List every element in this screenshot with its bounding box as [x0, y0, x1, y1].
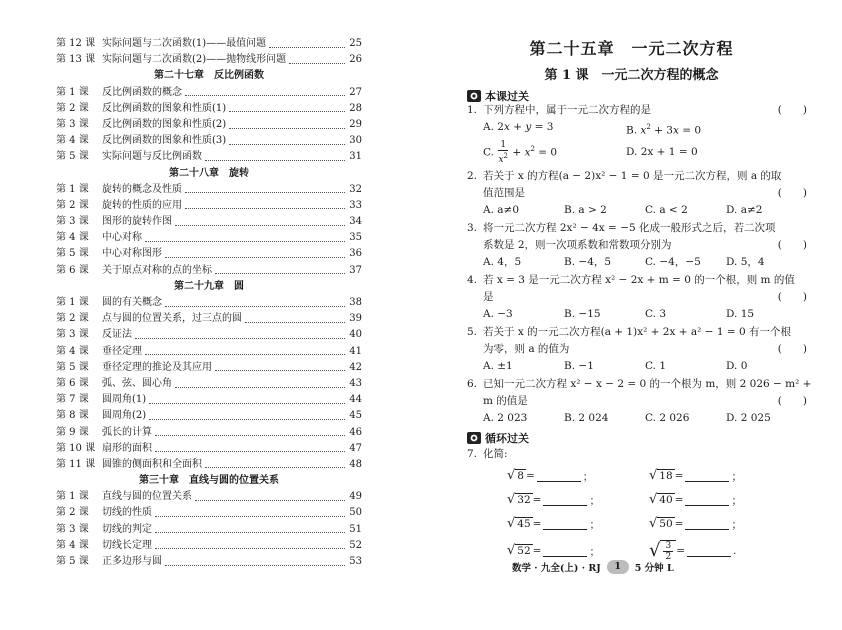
- toc-chapter-heading: 第二十八章 旋转: [169, 167, 249, 179]
- options-row: [467, 140, 807, 166]
- answer-bracket: ( ): [777, 395, 807, 407]
- toc-page-number: 27: [349, 86, 362, 98]
- table-of-contents: [56, 36, 362, 570]
- option-d: D. a≠2: [726, 204, 763, 216]
- toc-entry[interactable]: [56, 133, 362, 149]
- simplify-item: √ 50 = ；: [649, 516, 742, 531]
- toc-lesson-title: 切线的性质: [102, 507, 152, 519]
- toc-lesson-title: 中心对称图形: [102, 248, 162, 260]
- toc-lesson-number: 第 3 课: [56, 329, 89, 341]
- option-d: D. 5，4: [726, 256, 765, 268]
- toc-entry[interactable]: [56, 230, 362, 246]
- toc-leader-dots: [155, 532, 345, 533]
- toc-lesson-title: 实际问题与二次函数(1)——最值问题: [102, 38, 267, 49]
- toc-lesson-title: 图形的旋转作图: [102, 216, 172, 228]
- answer-bracket: ( ): [777, 343, 807, 355]
- toc-page-number: 35: [349, 232, 362, 244]
- question-text: 若 x = 3 是一元二次方程 x² − 2x + m = 0 的一个根，则 m 的值: [483, 274, 795, 286]
- toc-leader-dots: [175, 225, 345, 226]
- toc-lesson-title: 圆锥的侧面积和全面积: [102, 458, 202, 470]
- toc-lesson-title: 反证法: [102, 329, 132, 341]
- footer-time-label: 5 分钟 L: [634, 563, 674, 574]
- toc-leader-dots: [185, 208, 345, 209]
- toc-lesson-title: 反比例函数的概念: [102, 86, 182, 98]
- options-row: [467, 306, 807, 323]
- toc-lesson-number: 第 6 课: [56, 377, 89, 389]
- toc-entry[interactable]: [56, 360, 362, 376]
- toc-lesson-number: 第 5 课: [56, 151, 89, 163]
- toc-lesson-number: 第 3 课: [56, 118, 89, 130]
- toc-entry[interactable]: [56, 182, 362, 198]
- lesson-title: 第 1 课 一元二次方程的概念: [544, 68, 719, 83]
- answer-bracket: ( ): [777, 187, 807, 199]
- option-c: C. 3: [645, 308, 667, 320]
- toc-page-number: 52: [349, 539, 362, 551]
- toc-page-number: 38: [349, 297, 362, 308]
- toc-page-number: 42: [349, 361, 362, 373]
- option-a: A. −3: [483, 308, 513, 320]
- toc-entry[interactable]: [56, 117, 362, 133]
- toc-leader-dots: [229, 128, 345, 129]
- option-b: B. 2 024: [564, 412, 609, 424]
- toc-lesson-title: 关于原点对称的点的坐标: [102, 264, 212, 276]
- toc-page-number: 30: [349, 135, 362, 147]
- fraction: $\frac{1}{x^2}$: [498, 140, 508, 165]
- toc-lesson-title: 圆周角(1): [102, 394, 147, 406]
- toc-page-number: 51: [349, 523, 362, 535]
- toc-lesson-title: 反比例函数的图象和性质(3): [102, 135, 227, 147]
- option-d: D. 2x + 1 = 0: [626, 146, 698, 158]
- toc-lesson-title: 弧、弦、圆心角: [102, 377, 172, 389]
- options-row: [467, 202, 807, 219]
- toc-lesson-title: 垂径定理的推论及其应用: [102, 361, 212, 373]
- question-3: 3. 将一元二次方程 2x² − 4x = −5 化成一般形式之后，若二次项 系数是 2，则一次项系数和常数项分别为 ( ) A. 4，5 B. −4，5 C. −4，−5 D. 5，4: [467, 220, 807, 271]
- question-2: 2. 若关于 x 的方程(a − 2)x² − 1 = 0 是一元二次方程，则 a 的取 值范围是 ( ) A. a≠0 B. a > 2 C. a < 2 D. a≠2: [467, 168, 807, 219]
- toc-entry[interactable]: [56, 295, 362, 311]
- toc-lesson-title: 实际问题与反比例函数: [102, 151, 202, 163]
- toc-lesson-title: 旋转的概念及性质: [102, 183, 182, 195]
- toc-entry[interactable]: [56, 311, 362, 327]
- answer-bracket: ( ): [777, 239, 807, 251]
- simplify-item: √ 8 = ；: [507, 468, 594, 483]
- toc-leader-dots: [289, 63, 345, 64]
- toc-page-number: 31: [349, 151, 362, 163]
- toc-lesson-number: 第 1 课: [56, 86, 89, 98]
- toc-entry[interactable]: [56, 85, 362, 101]
- toc-lesson-title: 圆的有关概念: [102, 297, 162, 308]
- toc-page-number: 47: [349, 442, 362, 454]
- simplify-item: √ 32 = ；: [507, 492, 600, 507]
- options-row: [467, 254, 807, 271]
- toc-leader-dots: [195, 500, 345, 501]
- toc-lesson-title: 反比例函数的图象和性质(2): [102, 118, 227, 130]
- toc-chapter-heading: 第二十九章 圆: [174, 280, 244, 292]
- toc-lesson-title: 正多边形与圆: [102, 556, 162, 567]
- option-b: B. a > 2: [564, 204, 607, 216]
- toc-lesson-number: 第 4 课: [56, 345, 89, 357]
- section-label: 本课过关: [485, 90, 529, 103]
- toc-entry[interactable]: [56, 392, 362, 408]
- toc-leader-dots: [215, 370, 345, 371]
- question-text: 若关于 x 的方程(a − 2)x² − 1 = 0 是一元二次方程，则 a 的取: [483, 170, 782, 182]
- toc-leader-dots: [175, 387, 345, 388]
- option-c: C. a < 2: [645, 204, 688, 216]
- toc-lesson-number: 第 1 课: [56, 183, 89, 195]
- toc-entry[interactable]: [56, 214, 362, 230]
- footer-book-label: 数学 · 九全(上) · RJ: [512, 563, 601, 574]
- option-a: A. 2 023: [483, 412, 528, 424]
- toc-page-number: 28: [349, 102, 362, 114]
- toc-page-number: 32: [349, 183, 362, 195]
- answer-bracket: ( ): [777, 291, 807, 303]
- answer-blank[interactable]: [685, 495, 729, 506]
- question-4: 4. 若 x = 3 是一元二次方程 x² − 2x + m = 0 的一个根，则 m 的值 是 ( ) A. −3 B. −15 C. 3 D. 15: [467, 272, 807, 323]
- option-b: B. −4，5: [564, 256, 612, 268]
- toc-entry[interactable]: [56, 425, 362, 441]
- toc-lesson-title: 垂径定理: [102, 345, 142, 357]
- option-b: B. −1: [564, 360, 594, 372]
- simplify-grid: [507, 464, 807, 566]
- toc-leader-dots: [155, 435, 345, 436]
- toc-leader-dots: [185, 95, 345, 96]
- toc-leader-dots: [245, 322, 345, 323]
- fraction: $\frac{3}{2}$: [665, 541, 672, 562]
- toc-lesson-number: 第 5 课: [56, 556, 89, 567]
- toc-entry[interactable]: [56, 198, 362, 214]
- toc-leader-dots: [205, 467, 345, 468]
- toc-chapter-heading: 第二十七章 反比例函数: [154, 70, 264, 82]
- toc-lesson-number: 第 2 课: [56, 313, 89, 325]
- option-a: A. 4，5: [483, 256, 522, 268]
- toc-entry[interactable]: [56, 408, 362, 424]
- toc-lesson-number: 第 1 课: [56, 297, 89, 308]
- toc-page-number: 48: [349, 458, 362, 470]
- toc-page-number: 34: [349, 216, 362, 228]
- answer-blank[interactable]: [687, 546, 731, 557]
- toc-lesson-title: 扇形的面积: [102, 442, 152, 454]
- question-1: [467, 102, 807, 166]
- toc-lesson-title: 实际问题与二次函数(2)——抛物线形问题: [102, 54, 287, 66]
- toc-leader-dots: [149, 403, 345, 404]
- answer-blank[interactable]: [685, 471, 729, 482]
- toc-page-number: 33: [349, 199, 362, 211]
- options-row: [467, 119, 807, 140]
- options-row: [467, 410, 807, 427]
- answer-blank[interactable]: [685, 519, 729, 530]
- toc-page-number: 46: [349, 426, 362, 438]
- section-badge-icon: [467, 432, 481, 444]
- answer-bracket: ( ): [777, 104, 807, 116]
- toc-lesson-number: 第 8 课: [56, 410, 89, 422]
- toc-lesson-number: 第 12 课: [56, 38, 96, 49]
- toc-lesson-number: 第 2 课: [56, 199, 89, 211]
- simplify-item: √ 40 = ；: [649, 492, 742, 507]
- simplify-item: √ 45 = ；: [507, 516, 600, 531]
- toc-page-number: 44: [349, 394, 362, 406]
- toc-lesson-number: 第 4 课: [56, 135, 89, 147]
- toc-lesson-title: 中心对称: [102, 232, 142, 244]
- toc-lesson-title: 圆周角(2): [102, 410, 147, 422]
- toc-lesson-number: 第 2 课: [56, 507, 89, 519]
- toc-lesson-number: 第 4 课: [56, 232, 89, 244]
- toc-lesson-number: 第 13 课: [56, 54, 96, 66]
- toc-page-number: 29: [349, 118, 362, 130]
- question-6: 6. 已知一元二次方程 x² − x − 2 = 0 的一个根为 m，则 2 026 − m² + m 的值是 ( ) A. 2 023 B. 2 024 C. 2 026 D. 2 025: [467, 376, 807, 427]
- question-5: 5. 若关于 x 的一元二次方程(a + 1)x² + 2x + a² − 1 = 0 有一个根 为零，则 a 的值为 ( ) A. ±1 B. −1 C. 1 D. 0: [467, 324, 807, 375]
- option-d: D. 2 025: [726, 412, 771, 424]
- toc-lesson-title: 直线与圆的位置关系: [102, 491, 192, 503]
- options-row: [467, 358, 807, 375]
- section-label: 循环过关: [485, 432, 529, 445]
- toc-page-number: 37: [349, 264, 362, 276]
- option-b: B. $x^2 + 3x = 0$: [626, 123, 702, 137]
- toc-leader-dots: [155, 451, 345, 452]
- toc-leader-dots: [269, 47, 345, 48]
- toc-leader-dots: [229, 111, 345, 112]
- toc-entry[interactable]: [56, 376, 362, 392]
- toc-lesson-number: 第 10 课: [56, 442, 96, 454]
- toc-page-number: 39: [349, 313, 362, 325]
- option-a: A. a≠0: [483, 204, 519, 216]
- toc-lesson-title: 切线的判定: [102, 523, 152, 535]
- lesson-page: [421, 0, 842, 630]
- toc-page-number: 25: [349, 38, 362, 49]
- question-text: 已知一元二次方程 x² − x − 2 = 0 的一个根为 m，则 2 026 − m² +: [483, 378, 812, 390]
- toc-entry[interactable]: [56, 263, 362, 279]
- option-c: C. −4，−5: [645, 256, 701, 268]
- toc-page-number: 43: [349, 377, 362, 389]
- toc-entry[interactable]: [56, 538, 362, 554]
- option-c: C. 1: [645, 360, 667, 372]
- option-c: C. 2 026: [645, 412, 690, 424]
- section-badge-icon: [467, 90, 481, 102]
- toc-leader-dots: [149, 419, 345, 420]
- toc-page-number: 40: [349, 329, 362, 341]
- toc-entry[interactable]: [56, 149, 362, 165]
- toc-entry[interactable]: [56, 489, 362, 505]
- toc-leader-dots: [165, 565, 345, 566]
- section-header-review: [467, 430, 529, 446]
- toc-page-number: 49: [349, 491, 362, 503]
- question-text: 化简:: [483, 448, 508, 460]
- toc-lesson-number: 第 9 课: [56, 426, 89, 438]
- answer-blank[interactable]: [537, 471, 581, 482]
- option-b: B. −15: [564, 308, 601, 320]
- toc-lesson-number: 第 5 课: [56, 361, 89, 373]
- question-text: 下列方程中，属于一元二次方程的是: [483, 104, 651, 116]
- toc-entry[interactable]: [56, 246, 362, 262]
- toc-lesson-number: 第 7 课: [56, 394, 89, 406]
- toc-lesson-number: 第 2 课: [56, 102, 89, 114]
- toc-entry[interactable]: [56, 505, 362, 521]
- toc-leader-dots: [135, 338, 345, 339]
- page-footer: [512, 560, 674, 574]
- toc-leader-dots: [185, 192, 345, 193]
- toc-lesson-number: 第 5 课: [56, 248, 89, 260]
- simplify-item: √ 18 = ；: [649, 468, 742, 483]
- toc-leader-dots: [205, 160, 345, 161]
- answer-blank[interactable]: [543, 519, 587, 530]
- toc-leader-dots: [165, 257, 345, 258]
- toc-leader-dots: [229, 144, 345, 145]
- toc-page-number: 26: [349, 54, 362, 66]
- question-text: 若关于 x 的一元二次方程(a + 1)x² + 2x + a² − 1 = 0 有一个根: [483, 326, 791, 338]
- toc-lesson-title: 反比例函数的图象和性质(1): [102, 102, 227, 114]
- simplify-item: √ 52 = ；: [507, 543, 600, 558]
- toc-entry[interactable]: [56, 52, 362, 68]
- toc-page-number: 53: [349, 556, 362, 567]
- toc-leader-dots: [215, 273, 345, 274]
- toc-entry[interactable]: [56, 344, 362, 360]
- toc-lesson-number: 第 1 课: [56, 491, 89, 503]
- toc-lesson-number: 第 4 课: [56, 539, 89, 551]
- option-c: C. $\frac{1}{x^2}$ + $x^2 = 0$: [483, 140, 558, 165]
- toc-lesson-title: 点与圆的位置关系，过三点的圆: [102, 313, 242, 325]
- toc-page-number: 45: [349, 410, 362, 422]
- toc-page-number: 41: [349, 345, 362, 357]
- toc-entry[interactable]: [56, 522, 362, 538]
- chapter-title: 第二十五章 一元二次方程: [529, 39, 734, 58]
- answer-blank[interactable]: [543, 546, 587, 557]
- toc-lesson-title: 弧长的计算: [102, 426, 152, 438]
- toc-entry[interactable]: [56, 554, 362, 570]
- page-number: 1: [607, 560, 629, 574]
- toc-leader-dots: [145, 354, 345, 355]
- option-d: D. 0: [726, 360, 748, 372]
- toc-lesson-number: 第 11 课: [56, 458, 96, 470]
- option-d: D. 15: [726, 308, 755, 320]
- toc-leader-dots: [165, 306, 345, 307]
- toc-lesson-title: 切线长定理: [102, 539, 152, 551]
- toc-entry[interactable]: [56, 101, 362, 117]
- option-a: A. 2x + y = 3: [483, 121, 554, 133]
- toc-chapter-heading: 第三十章 直线与圆的位置关系: [139, 475, 279, 487]
- toc-lesson-number: 第 3 课: [56, 523, 89, 535]
- toc-entry[interactable]: [56, 457, 362, 473]
- simplify-item: √ $\frac{3}{2}$ = .: [649, 540, 737, 562]
- toc-lesson-number: 第 3 课: [56, 216, 89, 228]
- toc-leader-dots: [155, 516, 345, 517]
- option-a: A. ±1: [483, 360, 513, 372]
- answer-blank[interactable]: [543, 495, 587, 506]
- toc-page-number: 50: [349, 507, 362, 519]
- toc-lesson-number: 第 6 课: [56, 264, 89, 276]
- question-7: 7. 化简:: [467, 446, 807, 463]
- toc-leader-dots: [145, 241, 345, 242]
- toc-entry[interactable]: [56, 441, 362, 457]
- toc-leader-dots: [155, 548, 345, 549]
- question-number: 1.: [467, 104, 478, 116]
- question-text: 将一元二次方程 2x² − 4x = −5 化成一般形式之后，若二次项: [483, 222, 776, 234]
- toc-lesson-title: 旋转的性质的应用: [102, 199, 182, 211]
- toc-entry[interactable]: [56, 36, 362, 52]
- toc-entry[interactable]: [56, 327, 362, 343]
- toc-page-number: 36: [349, 248, 362, 260]
